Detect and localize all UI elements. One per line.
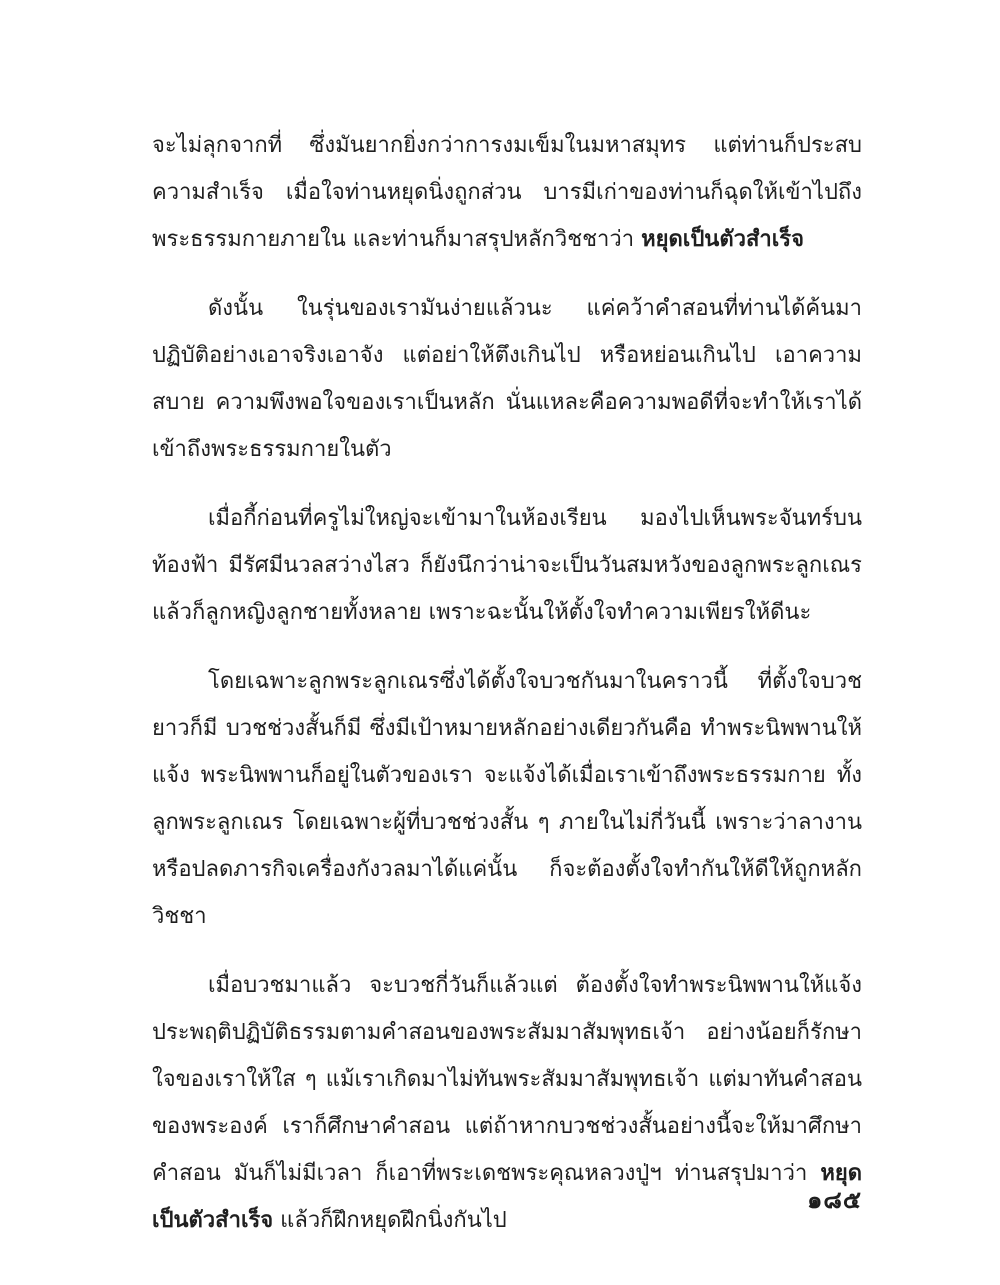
page-number: ๑๘๕: [807, 1186, 862, 1214]
page-body: [152, 122, 862, 1266]
paragraph-1: [152, 122, 862, 263]
paragraph-5-after: แล้วก็ฝึกหยุดฝึกนิ่งกันไป: [273, 1208, 507, 1233]
paragraph-4-text: โดยเฉพาะลูกพระลูกเณรซึ่งได้ตั้งใจบวชกันมาในคราวนี้ ที่ตั้งใจบวชยาวก็มี บวชช่วงสั้นก็มี ซึ่งมีเป้าหมายหลักอย่างเดียวกันคือ ทำพระนิพพานให้แจ้ง พระนิพพานก็อยู่ในตัวของเรา จะแจ้งได้เมื่อเราเข้าถึงพระธรรมกาย ทั้งลูกพระลูกเณร โดยเฉพาะผู้ที่บวชช่วงสั้น ๆ ภายในไม่กี่วันนี้ เพราะว่าลางานหรือปลดภารกิจเครื่องกังวลมาได้แค่นั้น ก็จะต้องตั้งใจทำกันให้ดีให้ถูกหลักวิชชา: [152, 669, 862, 929]
paragraph-3-text: เมื่อกี้ก่อนที่ครูไม่ใหญ่จะเข้ามาในห้องเรียน มองไปเห็นพระจันทร์บนท้องฟ้า มีรัศมีนวลสว่างไสว ก็ยังนึกว่าน่าจะเป็นวันสมหวังของลูกพระลูกเณร แล้วก็ลูกหญิงลูกชายทั้งหลาย เพราะฉะนั้นให้ตั้งใจทำความเพียรให้ดีนะ: [152, 506, 862, 625]
paragraph-5-bold: หยุดเป็นตัวสำเร็จ: [152, 1161, 862, 1233]
paragraph-4: [152, 658, 862, 940]
paragraph-1-text: จะไม่ลุกจากที่ ซึ่งมันยากยิ่งกว่าการงมเข็มในมหาสมุทร แต่ท่านก็ประสบความสำเร็จ เมื่อใจท่านหยุดนิ่งถูกส่วน บารมีเก่าของท่านก็ฉุดให้เข้าไปถึงพระธรรมกายภายใน และท่านก็มาสรุปหลักวิชชาว่า: [152, 133, 862, 252]
paragraph-3: [152, 495, 862, 636]
paragraph-2-text: ดังนั้น ในรุ่นของเรามันง่ายแล้วนะ แค่คว้าคำสอนที่ท่านได้ค้นมาปฏิบัติอย่างเอาจริงเอาจัง แต่อย่าให้ตึงเกินไป หรือหย่อนเกินไป เอาความสบาย ความพึงพอใจของเราเป็นหลัก นั่นแหละคือความพอดีที่จะทำให้เราได้เข้าถึงพระธรรมกายในตัว: [152, 296, 862, 462]
paragraph-5: [152, 962, 862, 1244]
paragraph-5-text: เมื่อบวชมาแล้ว จะบวชกี่วันก็แล้วแต่ ต้องตั้งใจทำพระนิพพานให้แจ้ง ประพฤติปฏิบัติธรรมตามคำสอนของพระสัมมาสัมพุทธเจ้า อย่างน้อยก็รักษาใจของเราให้ใส ๆ แม้เราเกิดมาไม่ทันพระสัมมาสัมพุทธเจ้า แต่มาทันคำสอนของพระองค์ เราก็ศึกษาคำสอน แต่ถ้าหากบวชช่วงสั้นอย่างนี้จะให้มาศึกษาคำสอน มันก็ไม่มีเวลา ก็เอาที่พระเดชพระคุณหลวงปู่ฯ ท่านสรุปมาว่า: [152, 973, 862, 1186]
paragraph-1-bold: หยุดเป็นตัวสำเร็จ: [641, 227, 804, 252]
paragraph-2: [152, 285, 862, 473]
